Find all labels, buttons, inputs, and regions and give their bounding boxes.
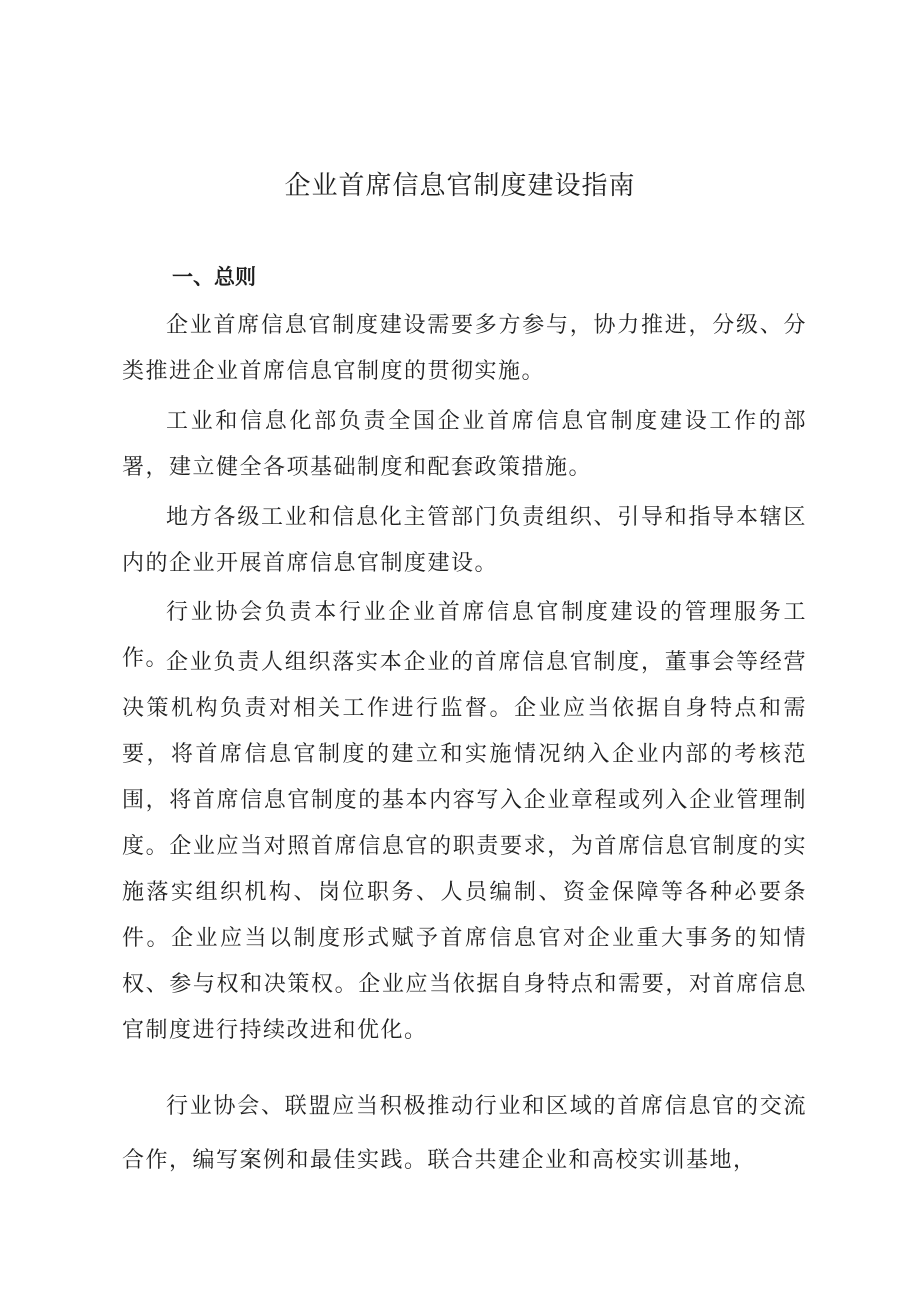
paragraph: 工业和信息化部负责全国企业首席信息官制度建设工作的部署，建立健全各项基础制度和配套政策措施。 (122, 409, 807, 480)
paragraph: 地方各级工业和信息化主管部门负责组织、引导和指导本辖区内的企业开展首席信息官制度建设。 (122, 505, 807, 576)
paragraph: 企业首席信息官制度建设需要多方参与，协力推进，分级、分类推进企业首席信息官制度的贯彻实施。 (122, 313, 807, 384)
paragraph: 行业协会、联盟应当积极推动行业和区域的首席信息官的交流合作，编写案例和最佳实践。联合共建企业和高校实训基地， (122, 1094, 807, 1173)
paragraph: 行业协会负责本行业企业首席信息官制度建设的管理服务工作。 (122, 600, 807, 671)
section-heading: 一、总则 (172, 265, 256, 289)
document-title: 企业首席信息官制度建设指南 (284, 171, 636, 201)
paragraph: 企业负责人组织落实本企业的首席信息官制度，董事会等经营决策机构负责对相关工作进行监督。企业应当依据自身特点和需要，将首席信息官制度的建立和实施情况纳入企业内部的考核范围，将首席信息官制度的基本内容写入企业章程或列入企业管理制度。企业应当对照首席信息官的职责要求，为首席信息官制度的实施落实组织机构、岗位职务、人员编制、资金保障等各种必要条件。企业应当以制度形式赋予首席信息官对企业重大事务的知情权、参与权和决策权。企业应当依据自身特点和需要，对首席信息官制度进行持续改进和优化。 (122, 650, 807, 1043)
